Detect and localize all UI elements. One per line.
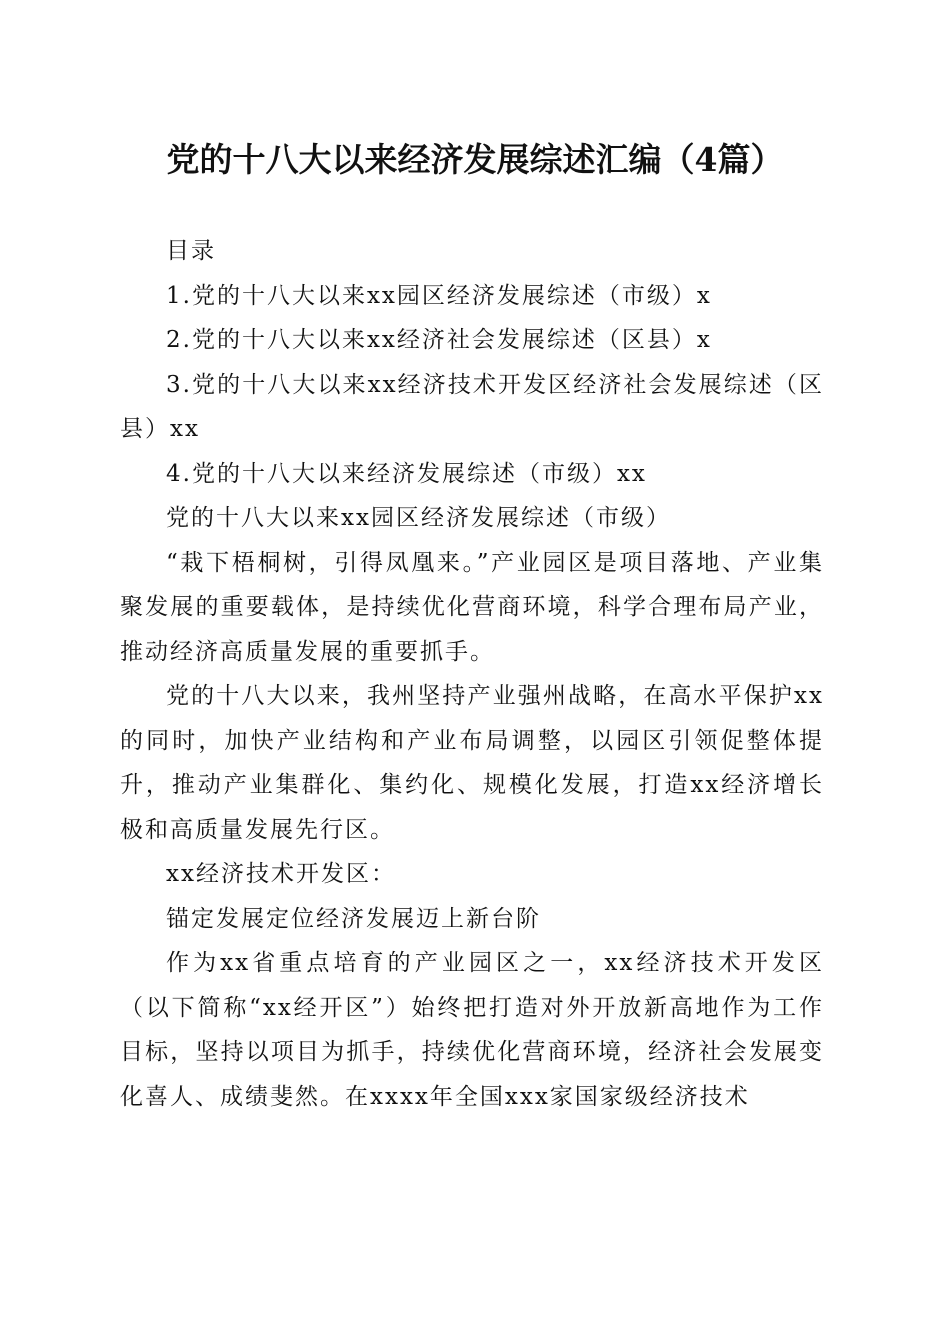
- paragraph-zone-intro: 作为xx省重点培育的产业园区之一，xx经济技术开发区（以下简称“xx经开区”）始终把打造对外开放新高地作为工作目标，坚持以项目为抓手，持续优化营商环境，经济社会发展变化喜人、成绩斐然。在xxxx年全国xxx家国家级经济技术: [120, 950, 824, 1110]
- toc-item-2: 2.党的十八大以来xx经济社会发展综述（区县）x: [166, 327, 712, 353]
- subheading-zone: xx经济技术开发区：: [166, 861, 396, 887]
- subheading-positioning: 锚定发展定位经济发展迈上新台阶: [166, 905, 541, 932]
- toc-item-1: 1.党的十八大以来xx园区经济发展综述（市级）x: [166, 282, 712, 309]
- toc-item-3: 3.党的十八大以来xx经济技术开发区经济社会发展综述（区县）xx: [120, 371, 824, 442]
- paragraph-intro: “栽下梧桐树，引得凤凰来。”产业园区是项目落地、产业集聚发展的重要载体，是持续优化营商环境，科学合理布局产业，推动经济高质量发展的重要抓手。: [120, 549, 824, 665]
- toc-item-4: 4.党的十八大以来经济发展综述（市级）xx: [166, 460, 647, 487]
- document-body: [120, 229, 824, 1119]
- paragraph-strategy: 党的十八大以来，我州坚持产业强州战略，在高水平保护xx的同时，加快产业结构和产业布局调整，以园区引领促整体提升，推动产业集群化、集约化、规模化发展，打造xx经济增长极和高质量发展先行区。: [120, 683, 824, 843]
- toc-heading: 目录: [166, 238, 216, 264]
- document-title: 党的十八大以来经济发展综述汇编（4篇）: [166, 140, 784, 179]
- section-title: 党的十八大以来xx园区经济发展综述（市级）: [166, 505, 671, 531]
